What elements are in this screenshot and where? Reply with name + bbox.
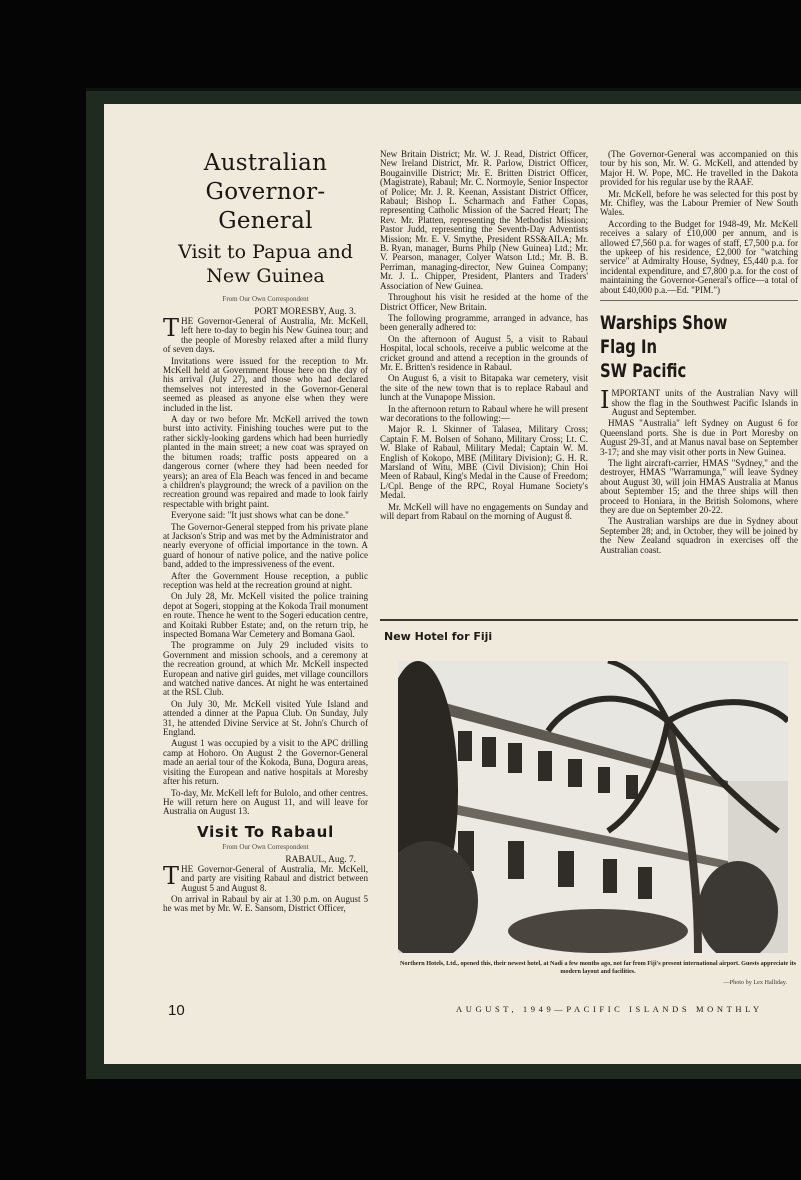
byline: From Our Own Correspondent — [222, 842, 309, 851]
paragraph: The programme on July 29 included visits to Government and mission schools, and a ceremony at the recreation ground, at which Mr. McKell inspected European and native girl guides, met village councillors and watched native dances. At night he was entertained at the RSL Club. — [163, 640, 368, 698]
paragraph: HMAS "Australia" left Sydney on August 6 for Queensland ports. She is due in Port Moresby on August 29-31, and at Manus naval base on September 3-17; and she may visit other ports in New Guinea. — [600, 418, 798, 457]
divider — [600, 300, 798, 301]
drop-cap: I — [600, 386, 610, 415]
paragraph: The Governor-General stepped from his private plane at Jackson's Strip and was met by the Administrator and nearly everyone of official importance in the town. A guard of honour of native police, and the native police band, added to the impressiveness of the event. — [163, 521, 368, 570]
drop-cap: T — [163, 861, 180, 890]
column-3 — [600, 150, 798, 557]
paragraph: August 1 was occupied by a visit to the APC drilling camp at Hohoro. On August 2 the Governor-General made an aerial tour of the Kokoda, Buna, Dogura areas, visiting the European and native hospitals at Moresby after his return. — [163, 738, 368, 787]
paragraph: Mr. McKell will have no engagements on Sunday and will depart from Rabaul on the morning of August 8. — [380, 501, 588, 522]
dateline: RABAUL, Aug. 7. — [285, 854, 356, 865]
paragraph: The light aircraft-carrier, HMAS "Sydney," and the destroyer, HMAS "Warramunga," will leave Sydney about August 30, will join HMAS Australia at Manus about September 15; and the three ships will then proceed to Honiara, in the British Solomons, where they are due on September 20-22. — [600, 457, 798, 515]
photo-credit: —Photo by Lex Halliday. — [723, 979, 787, 986]
paragraph: Everyone said: "It just shows what can be done." — [171, 510, 349, 521]
article-subtitle-line1: Visit to Papua and — [178, 241, 353, 263]
lead-paragraph: THE Governor-General of Australia, Mr. McKell, and party are visiting Rabaul and district between August 5 and August 8. — [163, 861, 368, 893]
lead-paragraph: IMPORTANT units of the Australian Navy will show the flag in the Southwest Pacific Islands in August and September. — [600, 386, 798, 417]
dateline: PORT MORESBY, Aug. 3. — [254, 307, 356, 317]
paragraph: In the afternoon return to Rabaul where he will present war decorations to the following:— — [380, 403, 588, 423]
paragraph: After the Government House reception, a public reception was held at the recreation ground at night. — [163, 570, 368, 590]
drop-cap: T — [163, 314, 180, 342]
page-number: 10 — [168, 1002, 185, 1019]
paragraph: According to the Budget for 1948-49, Mr. McKell receives a salary of £10,000 per annum, and is allowed £7,560 p.a. for wages of staff, £7,500 p.a. for the upkeep of his residence, £2,000 for "watching service" at Admiralty House, Sydney, £5,440 p.a. for incidental expenditure, and £7,800 p.a. for the cost of maintaining the Governor-General's office—a total of about £40,000 p.a.—Ed. "PIM.") — [600, 218, 798, 295]
paragraph: Major R. I. Skinner of Talasea, Military Cross; Captain F. M. Bolsen of Sohano, Military Cross; Lt. C. W. Blake of Rabaul, Military Medal; Captain W. M. English of Kokopo, MBE (Military Division); G. H. R. Marsland of Witu, MBE (Civil Division); Chin Hoi Meen of Rabaul, King's Medal in the Cause of Freedom; L/Cpl. Benge of the RPC, Royal Humane Society's Medal. — [380, 424, 588, 501]
article-title-line1: Australian — [203, 150, 328, 176]
paragraph: On the afternoon of August 5, a visit to Rabaul Hospital, local schools, receive a public welcome at the cricket ground and attend a reception in the grounds of Mr. E. Britten's residence in Rabaul. — [380, 333, 588, 372]
paragraph: On July 28, Mr. McKell visited the police training depot at Sogeri, stopping at the Kokoda Trail monument en route. Thence he went to the Sogeri education centre, and Koitaki Rubber Estate; and, on the return trip, he inspected Bomana War Cemetery and Bomana Gaol. — [163, 591, 368, 639]
magazine-page — [104, 104, 801, 1064]
column-2 — [380, 150, 588, 523]
column-1 — [163, 149, 368, 916]
paragraph: New Britain District; Mr. W. J. Read, District Officer, New Ireland District, Mr. R. Parlow, District Officer, Bougainville District; Mr. E. Britten District Officer, (Magistrate), Rabaul; Mr. C. Normoyle, Senior Inspector of Police; Mr. J. R. Keenan, Assistant District Officer, Rabaul; Bishop L. Scharmach and Father Copas, representing Catholic Mission of the Sacred Heart; The Rev. Mr. Platten, representing the Methodist Mission; Pastor Judd, representing the Seventh-Day Adventists Mission; Mr. E. V. Smythe, President RSS&AILA; Mr. B. Ryan, manager, Burns Philp (New Guinea) Ltd.; Mr. V. Pearson, manager, Colyer Watson Ltd.; Mr. B. B. Perriman, managing-director, New Guinea Company; Mr. J. L. Chipper, President, Planters and Traders' Association of New Guinea. — [380, 149, 588, 291]
paragraph: On July 30, Mr. McKell visited Yule Island and attended a dinner at the Papua Club. On Sunday, July 31, he attended Divine Service at St. John's Church of England. — [163, 698, 368, 738]
article-title-line2: Governor-General — [205, 179, 326, 234]
paragraph: On August 6, a visit to Bitapaka war cemetery, visit the site of the new town that is to replace Rabaul and lunch at the Vunapope Mission. — [380, 373, 588, 403]
article2-title: Visit To Rabaul — [196, 822, 335, 841]
paragraph: (The Governor-General was accompanied on this tour by his son, Mr. W. G. McKell, and attended by Major H. W. Pope, MC. He travelled in the Dakota provided for his regular use by the RAAF. — [600, 149, 798, 188]
article3-title: Warships Show Flag In SW Pacific — [600, 312, 728, 383]
paragraph: Throughout his visit he resided at the home of the District Officer, New Britain. — [380, 292, 588, 312]
paragraph: A day or two before Mr. McKell arrived the town burst into activity. Finishing touches were put to the rather sickly-looking gardens which had been hurriedly planted in the main street; a new coat was sprayed on the bitumen roads; traffic posts appeared on a dangerous corner (where they had been needed for years); an area of Ela Beach was fenced in and became a children's playground; the wreck of a pavilion on the recreation ground was repaired and made to look fairly respectable with bright paint. — [163, 414, 368, 509]
page-footer: AUGUST, 1949—PACIFIC ISLANDS MONTHLY — [456, 1004, 763, 1014]
hotel-title: New Hotel for Fiji — [384, 630, 493, 643]
section-divider — [380, 619, 798, 621]
byline: From Our Own Correspondent — [222, 295, 309, 303]
paragraph: The following programme, arranged in advance, has been generally adhered to: — [380, 312, 588, 333]
paragraph: To-day, Mr. McKell left for Bulolo, and other centres. He will return here on August 11, and will leave for Australia on August 13. — [163, 787, 368, 817]
paragraph: The Australian warships are due in Sydney about September 28; and, in October, they will be joined by the New Zealand squadron in exercises off the Australian coast. — [600, 516, 798, 555]
lead-paragraph: THE Governor-General of Australia, Mr. McKell, left here to-day to begin his New Guinea tour; and the people of Moresby relaxed after a mild flurry of seven days. — [163, 314, 368, 355]
article-subtitle-line2: New Guinea — [206, 265, 325, 287]
photo-caption: Northern Hotels, Ltd., opened this, their newest hotel, at Nadi a few months ago, not far from Fiji's present international airport. Guests appreciate its modern layout and facilities. — [399, 960, 797, 975]
paragraph: Invitations were issued for the reception to Mr. McKell held at Government House here on the day of his arrival (July 27), and those who had declared themselves not interested in the Governor-General seemed as pleased as anyone else when they were included in the list. — [163, 355, 368, 413]
hotel-photo — [398, 661, 788, 953]
paragraph: Mr. McKell, before he was selected for this post by Mr. Chifley, was the Labour Premier of New South Wales. — [600, 188, 798, 218]
paragraph: On arrival in Rabaul by air at 1.30 p.m. on August 5 he was met by Mr. W. E. Sansom, District Officer, — [163, 893, 368, 914]
